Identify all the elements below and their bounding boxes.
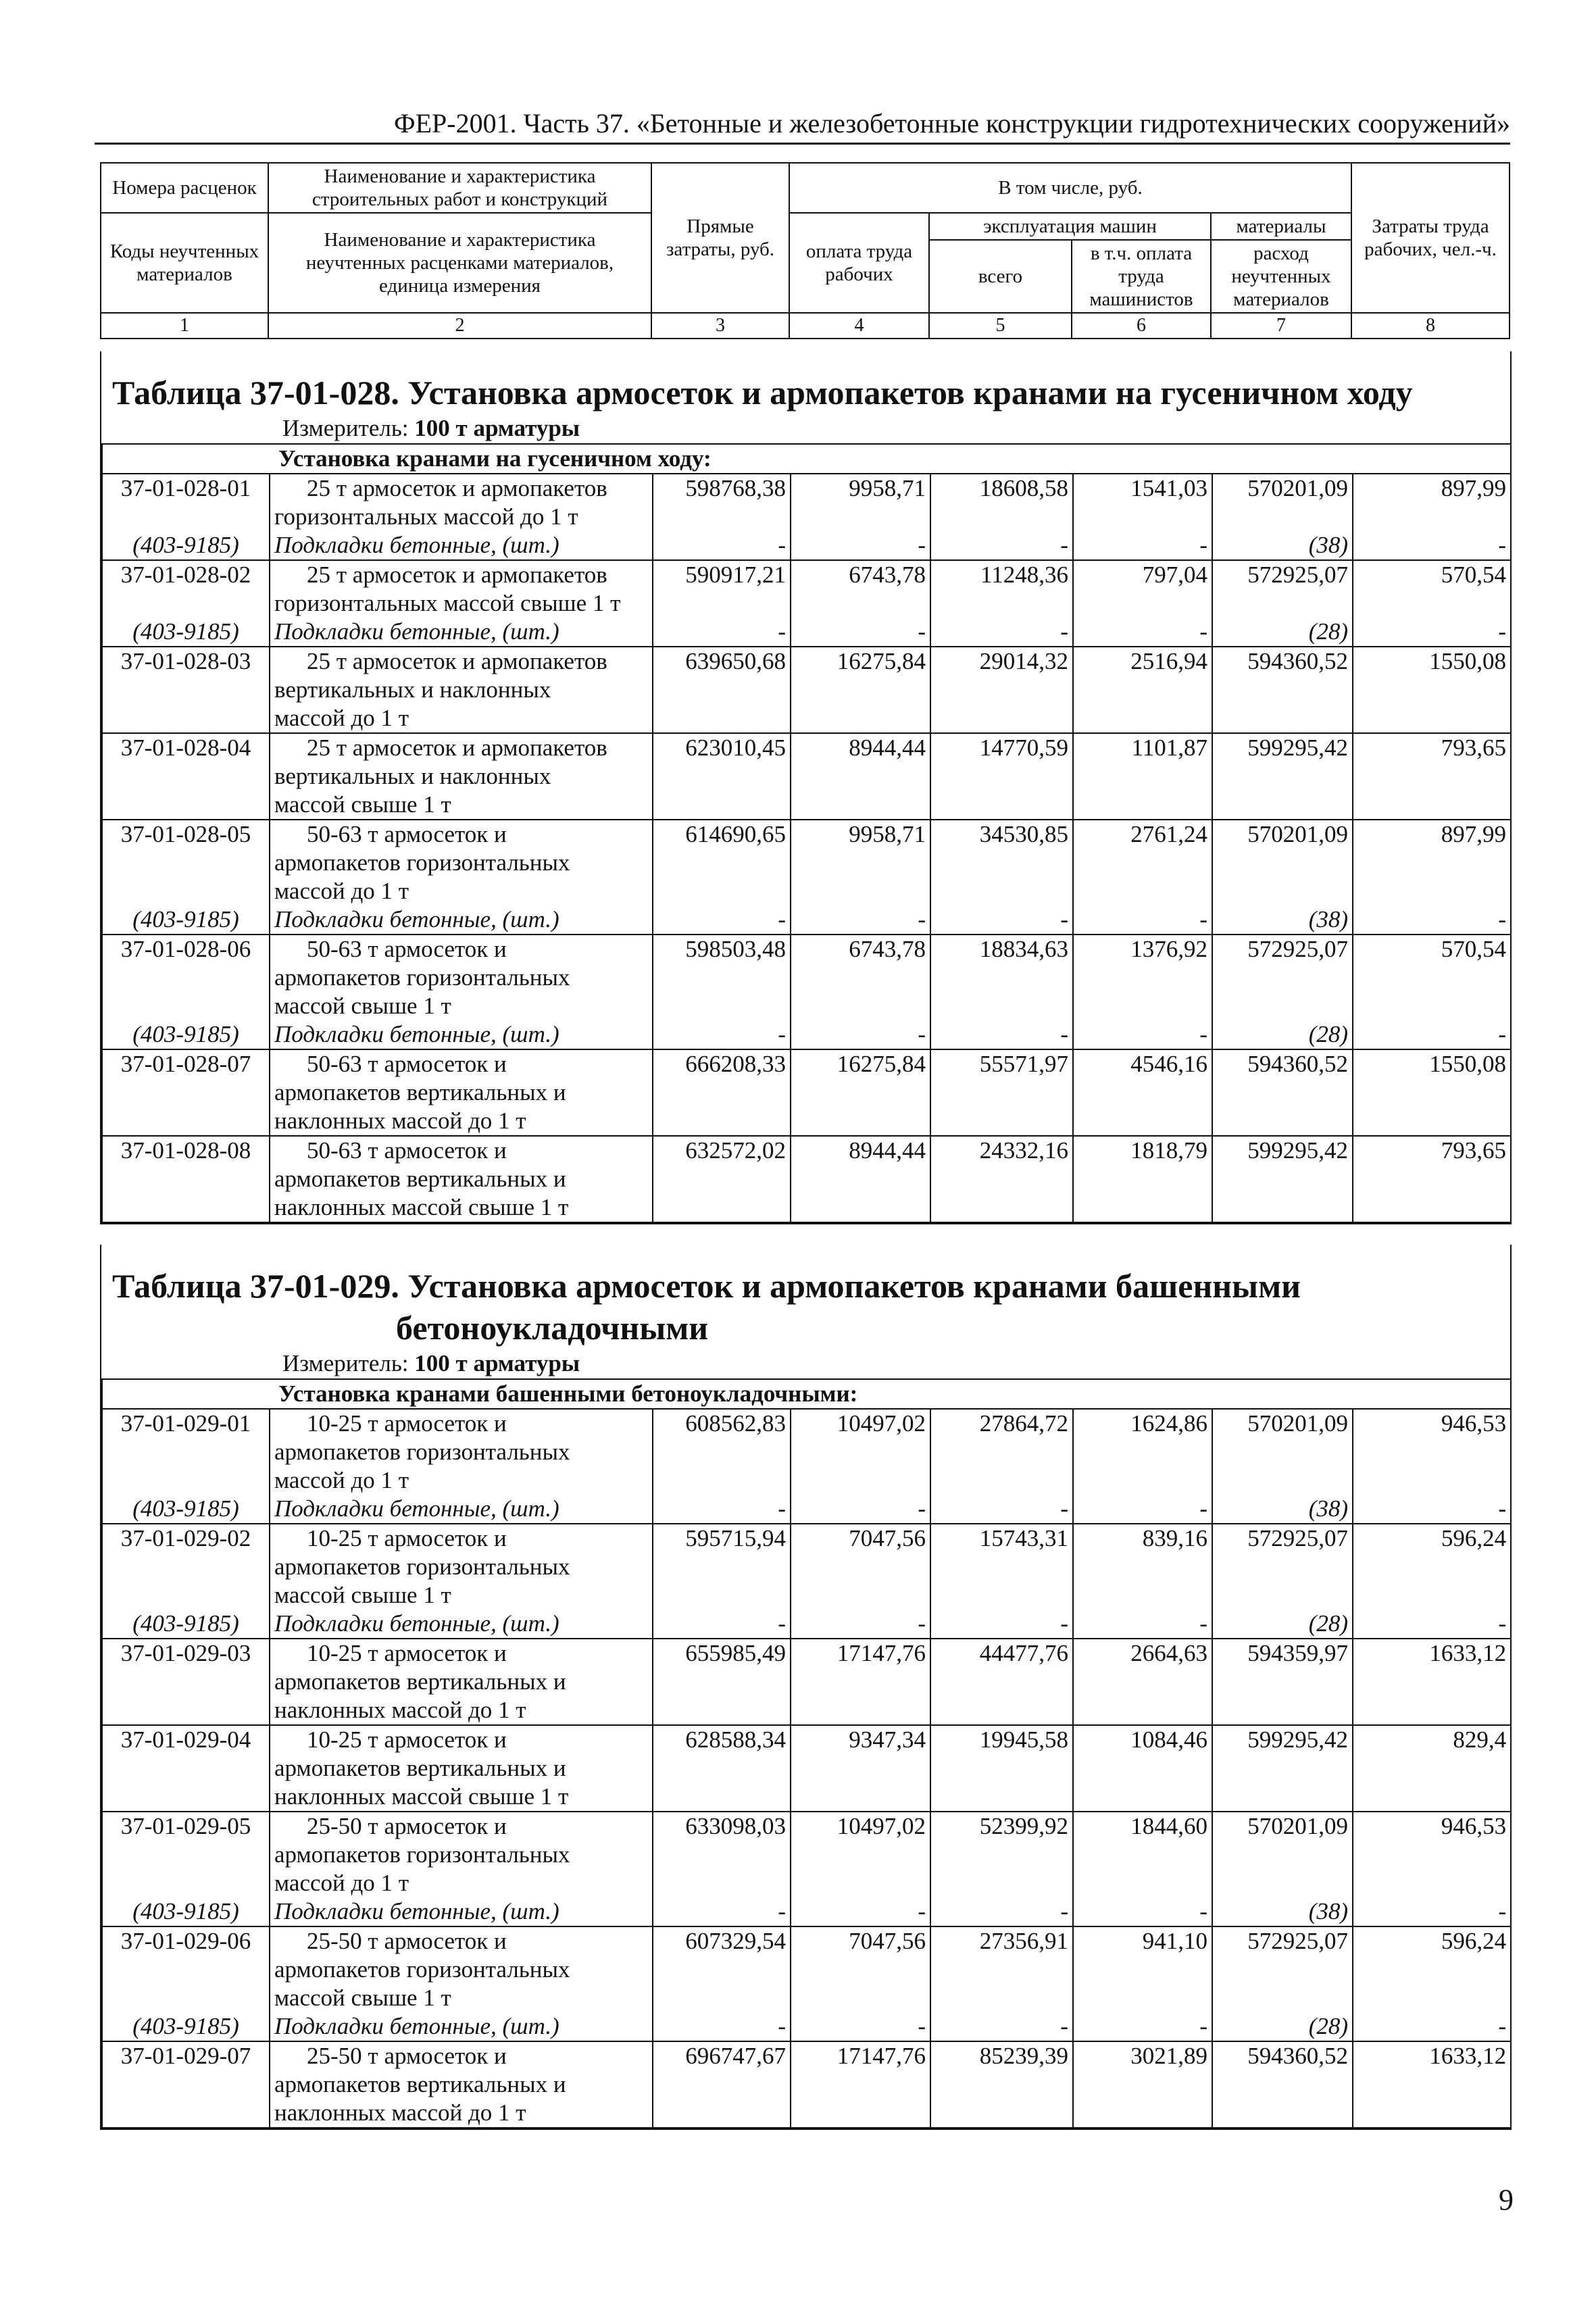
description-line: 10-25 т армосеток и [307, 1726, 507, 1753]
material-row [102, 1020, 1511, 1049]
value-c7: 594360,52 [1212, 2041, 1353, 2128]
meter-line [101, 414, 1510, 443]
description-line: массой свыше 1 т [274, 993, 451, 1019]
table-row [102, 1409, 1511, 1495]
material-quantity: (38) [1212, 531, 1353, 560]
description-line: массой свыше 1 т [274, 791, 451, 818]
dash-cell: - [1353, 1495, 1511, 1524]
value-c6: 839,16 [1073, 1524, 1212, 1610]
dash-cell: - [930, 1495, 1073, 1524]
description-line: массой до 1 т [274, 1870, 409, 1896]
dash-cell: - [1353, 1610, 1511, 1639]
material-description: Подкладки бетонные, (шт.) [270, 1020, 653, 1049]
description-line: 50-63 т армосеток и [307, 936, 507, 962]
value-c4: 16275,84 [791, 1049, 930, 1136]
col2-header-top: Наименование и характеристика строительных работ и конструкций [268, 163, 651, 213]
table-title [101, 1265, 1510, 1349]
rate-description [270, 1409, 653, 1495]
dash-cell: - [930, 2012, 1073, 2041]
col-number: 3 [651, 313, 789, 339]
meter-value: 100 т арматуры [414, 1350, 580, 1376]
dash-cell: - [1073, 531, 1212, 560]
value-c7: 570201,09 [1212, 1409, 1353, 1495]
value-c8: 570,54 [1353, 560, 1511, 618]
table-row [102, 1524, 1511, 1610]
table-row [102, 1049, 1511, 1136]
value-c6: 1101,87 [1073, 733, 1212, 820]
value-c5: 18834,63 [930, 935, 1073, 1020]
page-number: 9 [1499, 2183, 1514, 2216]
table-title-line1: Таблица 37-01-029. Установка армосеток и армопакетов кранами башенными [112, 1267, 1301, 1305]
material-code: (403-9185) [102, 1495, 270, 1524]
table-row [102, 1136, 1511, 1222]
rate-description [270, 935, 653, 1020]
value-c5: 15743,31 [930, 1524, 1073, 1610]
value-c7: 594359,97 [1212, 1639, 1353, 1725]
dash-cell: - [791, 531, 930, 560]
rates-table [101, 443, 1512, 1223]
description-line: 50-63 т армосеток и [307, 821, 507, 847]
value-c6: 3021,89 [1073, 2041, 1212, 2128]
description-line: армопакетов горизонтальных [274, 1956, 570, 1983]
material-description: Подкладки бетонные, (шт.) [270, 618, 653, 647]
value-c4: 7047,56 [791, 1524, 930, 1610]
dash-cell: - [653, 905, 791, 935]
value-c7: 570201,09 [1212, 474, 1353, 531]
value-c3: 598503,48 [653, 935, 791, 1020]
value-c3: 655985,49 [653, 1639, 791, 1725]
description-line: вертикальных и наклонных [274, 676, 551, 703]
description-line: горизонтальных массой до 1 т [274, 503, 578, 530]
value-c4: 10497,02 [791, 1409, 930, 1495]
dash-cell: - [791, 1610, 930, 1639]
group-heading: Установка кранами башенными бетоноукладочными: [102, 1379, 1511, 1409]
dash-cell: - [653, 2012, 791, 2041]
rate-code: 37-01-028-05 [102, 820, 270, 905]
value-c4: 6743,78 [791, 935, 930, 1020]
rate-description [270, 1639, 653, 1725]
dash-cell: - [930, 1897, 1073, 1926]
value-c6: 1844,60 [1073, 1812, 1212, 1897]
value-c8: 596,24 [1353, 1926, 1511, 2012]
value-c8: 793,65 [1353, 733, 1511, 820]
value-c5: 11248,36 [930, 560, 1073, 618]
dash-cell: - [791, 618, 930, 647]
col3-header: Прямые затраты, руб. [651, 163, 789, 313]
dash-cell: - [1073, 2012, 1212, 2041]
description-line: армопакетов горизонтальных [274, 1439, 570, 1465]
rate-code: 37-01-028-06 [102, 935, 270, 1020]
dash-cell: - [653, 1495, 791, 1524]
dash-cell: - [930, 618, 1073, 647]
rate-description [270, 647, 653, 733]
rate-description [270, 1926, 653, 2012]
description-line: наклонных массой свыше 1 т [274, 1783, 569, 1810]
dash-cell: - [1353, 2012, 1511, 2041]
description-line: наклонных массой до 1 т [274, 1107, 526, 1134]
description-line: армопакетов вертикальных и [274, 1668, 566, 1695]
value-c7: 572925,07 [1212, 935, 1353, 1020]
description-line: армопакетов вертикальных и [274, 2071, 566, 2097]
value-c5: 55571,97 [930, 1049, 1073, 1136]
material-code: (403-9185) [102, 1020, 270, 1049]
material-row [102, 2012, 1511, 2041]
value-c6: 1084,46 [1073, 1725, 1212, 1812]
dash-cell: - [1353, 1897, 1511, 1926]
value-c7: 599295,42 [1212, 1136, 1353, 1222]
value-c3: 623010,45 [653, 733, 791, 820]
value-c8: 1633,12 [1353, 1639, 1511, 1725]
material-row [102, 905, 1511, 935]
value-c8: 570,54 [1353, 935, 1511, 1020]
value-c8: 1550,08 [1353, 647, 1511, 733]
materials-header: материалы [1211, 213, 1351, 240]
value-c4: 6743,78 [791, 560, 930, 618]
value-c6: 1818,79 [1073, 1136, 1212, 1222]
value-c5: 34530,85 [930, 820, 1073, 905]
material-row [102, 1610, 1511, 1639]
value-c7: 572925,07 [1212, 1926, 1353, 2012]
value-c3: 614690,65 [653, 820, 791, 905]
description-line: 25-50 т армосеток и [307, 2043, 507, 2069]
value-c7: 594360,52 [1212, 1049, 1353, 1136]
value-c8: 946,53 [1353, 1812, 1511, 1897]
value-c5: 19945,58 [930, 1725, 1073, 1812]
value-c7: 570201,09 [1212, 820, 1353, 905]
table-row [102, 1639, 1511, 1725]
description-line: массой свыше 1 т [274, 1582, 451, 1608]
value-c6: 1376,92 [1073, 935, 1212, 1020]
col6-header: в т.ч. оплата труда машинистов [1072, 240, 1211, 313]
rate-code: 37-01-029-03 [102, 1639, 270, 1725]
material-quantity: (28) [1212, 1610, 1353, 1639]
group-heading: Установка кранами на гусеничном ходу: [102, 444, 1511, 474]
rate-code: 37-01-029-04 [102, 1725, 270, 1812]
dash-cell: - [930, 531, 1073, 560]
material-description: Подкладки бетонные, (шт.) [270, 1897, 653, 1926]
col-number: 6 [1072, 313, 1211, 339]
material-description: Подкладки бетонные, (шт.) [270, 2012, 653, 2041]
value-c3: 633098,03 [653, 1812, 791, 1897]
value-c5: 27864,72 [930, 1409, 1073, 1495]
description-line: 25-50 т армосеток и [307, 1928, 507, 1954]
value-c3: 666208,33 [653, 1049, 791, 1136]
rate-description [270, 1812, 653, 1897]
material-quantity: (38) [1212, 905, 1353, 935]
dash-cell: - [1353, 618, 1511, 647]
dash-cell: - [1353, 1020, 1511, 1049]
description-line: 10-25 т армосеток и [307, 1410, 507, 1437]
rate-code: 37-01-028-03 [102, 647, 270, 733]
description-line: 25 т армосеток и армопакетов [307, 475, 607, 501]
value-c8: 1550,08 [1353, 1049, 1511, 1136]
value-c8: 897,99 [1353, 820, 1511, 905]
value-c5: 18608,58 [930, 474, 1073, 531]
dash-cell: - [653, 1020, 791, 1049]
value-c3: 607329,54 [653, 1926, 791, 2012]
material-code: (403-9185) [102, 1610, 270, 1639]
dash-cell: - [653, 618, 791, 647]
material-code: (403-9185) [102, 2012, 270, 2041]
value-c8: 946,53 [1353, 1409, 1511, 1495]
value-c6: 797,04 [1073, 560, 1212, 618]
description-line: армопакетов горизонтальных [274, 1553, 570, 1580]
dash-cell: - [791, 1495, 930, 1524]
rate-code: 37-01-028-07 [102, 1049, 270, 1136]
rate-description [270, 1049, 653, 1136]
value-c5: 44477,76 [930, 1639, 1073, 1725]
dash-cell: - [1073, 905, 1212, 935]
description-line: армопакетов горизонтальных [274, 964, 570, 991]
rate-code: 37-01-029-02 [102, 1524, 270, 1610]
value-c4: 16275,84 [791, 647, 930, 733]
col-number: 2 [268, 313, 651, 339]
value-c3: 639650,68 [653, 647, 791, 733]
dash-cell: - [1073, 1610, 1212, 1639]
rate-code: 37-01-028-04 [102, 733, 270, 820]
value-c8: 897,99 [1353, 474, 1511, 531]
table-037-01-029 [100, 1245, 1512, 2130]
value-c6: 2664,63 [1073, 1639, 1212, 1725]
value-c4: 8944,44 [791, 1136, 930, 1222]
rate-description [270, 820, 653, 905]
material-quantity: (38) [1212, 1495, 1353, 1524]
material-quantity: (28) [1212, 2012, 1353, 2041]
dash-cell: - [791, 2012, 930, 2041]
col1-header-bottom: Коды неучтенных материалов [101, 213, 268, 313]
value-c8: 829,4 [1353, 1725, 1511, 1812]
dash-cell: - [930, 1020, 1073, 1049]
description-line: 50-63 т армосеток и [307, 1137, 507, 1164]
value-c7: 599295,42 [1212, 1725, 1353, 1812]
material-description: Подкладки бетонные, (шт.) [270, 1610, 653, 1639]
description-line: наклонных массой свыше 1 т [274, 1194, 569, 1220]
col2-header-bottom: Наименование и характеристика неучтенных расценками материалов, единица измерения [268, 213, 651, 313]
value-c3: 628588,34 [653, 1725, 791, 1812]
value-c8: 596,24 [1353, 1524, 1511, 1610]
description-line: армопакетов вертикальных и [274, 1166, 566, 1192]
description-line: 25 т армосеток и армопакетов [307, 735, 607, 761]
material-row [102, 618, 1511, 647]
rate-code: 37-01-028-01 [102, 474, 270, 531]
value-c6: 4546,16 [1073, 1049, 1212, 1136]
value-c5: 85239,39 [930, 2041, 1073, 2128]
meter-label: Измеритель: [282, 415, 409, 441]
col-number: 8 [1351, 313, 1510, 339]
rate-code: 37-01-029-01 [102, 1409, 270, 1495]
meter-line [101, 1349, 1510, 1378]
rate-code: 37-01-029-07 [102, 2041, 270, 2128]
value-c4: 8944,44 [791, 733, 930, 820]
value-c4: 9347,34 [791, 1725, 930, 1812]
value-c4: 17147,76 [791, 2041, 930, 2128]
rate-code: 37-01-029-05 [102, 1812, 270, 1897]
dash-cell: - [1353, 905, 1511, 935]
value-c8: 793,65 [1353, 1136, 1511, 1222]
rate-description [270, 2041, 653, 2128]
value-c6: 2516,94 [1073, 647, 1212, 733]
description-line: массой до 1 т [274, 878, 409, 904]
material-code: (403-9185) [102, 618, 270, 647]
table-row [102, 820, 1511, 905]
value-c5: 29014,32 [930, 647, 1073, 733]
value-c5: 52399,92 [930, 1812, 1073, 1897]
description-line: армопакетов вертикальных и [274, 1755, 566, 1781]
description-line: армопакетов вертикальных и [274, 1079, 566, 1105]
col-number: 4 [789, 313, 929, 339]
rates-table [101, 1378, 1512, 2129]
value-c3: 595715,94 [653, 1524, 791, 1610]
material-row [102, 1897, 1511, 1926]
col1-header-top: Номера расценок [101, 163, 268, 213]
dash-cell: - [930, 905, 1073, 935]
value-c7: 572925,07 [1212, 1524, 1353, 1610]
value-c5: 27356,91 [930, 1926, 1073, 2012]
material-code: (403-9185) [102, 905, 270, 935]
dash-cell: - [653, 1897, 791, 1926]
description-line: 25 т армосеток и армопакетов [307, 562, 607, 588]
dash-cell: - [791, 1020, 930, 1049]
value-c4: 17147,76 [791, 1639, 930, 1725]
meter-label: Измеритель: [282, 1350, 409, 1376]
description-line: 25 т армосеток и армопакетов [307, 648, 607, 674]
col-number: 5 [929, 313, 1072, 339]
value-c4: 7047,56 [791, 1926, 930, 2012]
table-row [102, 2041, 1511, 2128]
dash-cell: - [1073, 1495, 1212, 1524]
material-quantity: (38) [1212, 1897, 1353, 1926]
table-row [102, 1725, 1511, 1812]
value-c3: 632572,02 [653, 1136, 791, 1222]
material-code: (403-9185) [102, 531, 270, 560]
rate-code: 37-01-028-08 [102, 1136, 270, 1222]
value-c4: 9958,71 [791, 820, 930, 905]
table-row [102, 733, 1511, 820]
description-line: 25-50 т армосеток и [307, 1813, 507, 1839]
description-line: массой до 1 т [274, 1467, 409, 1493]
table-row [102, 560, 1511, 618]
description-line: массой до 1 т [274, 705, 409, 731]
rate-code: 37-01-028-02 [102, 560, 270, 618]
col4-header: оплата труда рабочих [789, 213, 929, 313]
col8-header: Затраты труда рабочих, чел.-ч. [1351, 163, 1510, 313]
value-c7: 599295,42 [1212, 733, 1353, 820]
material-quantity: (28) [1212, 1020, 1353, 1049]
material-code: (403-9185) [102, 1897, 270, 1926]
value-c6: 941,10 [1073, 1926, 1212, 2012]
value-c3: 590917,21 [653, 560, 791, 618]
description-line: армопакетов горизонтальных [274, 849, 570, 876]
material-row [102, 1495, 1511, 1524]
description-line: горизонтальных массой свыше 1 т [274, 590, 621, 616]
value-c7: 570201,09 [1212, 1812, 1353, 1897]
material-description: Подкладки бетонные, (шт.) [270, 905, 653, 935]
dash-cell: - [1073, 1897, 1212, 1926]
value-c3: 696747,67 [653, 2041, 791, 2128]
rate-description [270, 733, 653, 820]
value-c4: 10497,02 [791, 1812, 930, 1897]
table-title-line2: бетоноукладочными [396, 1309, 709, 1347]
description-line: армопакетов горизонтальных [274, 1841, 570, 1868]
col5-header: всего [929, 240, 1072, 313]
value-c7: 594360,52 [1212, 647, 1353, 733]
material-description: Подкладки бетонные, (шт.) [270, 1495, 653, 1524]
value-c5: 24332,16 [930, 1136, 1073, 1222]
col7-header: расход неучтенных материалов [1211, 240, 1351, 313]
machines-header: эксплуатация машин [929, 213, 1211, 240]
value-c3: 598768,38 [653, 474, 791, 531]
column-header-table [100, 162, 1510, 339]
table-row [102, 935, 1511, 1020]
value-c4: 9958,71 [791, 474, 930, 531]
rate-description [270, 560, 653, 618]
value-c7: 572925,07 [1212, 560, 1353, 618]
material-description: Подкладки бетонные, (шт.) [270, 531, 653, 560]
table-row [102, 647, 1511, 733]
value-c6: 1624,86 [1073, 1409, 1212, 1495]
dash-cell: - [791, 1897, 930, 1926]
table-037-01-028 [100, 351, 1512, 1224]
rate-description [270, 474, 653, 531]
incl-header: В том числе, руб. [789, 163, 1351, 213]
value-c3: 608562,83 [653, 1409, 791, 1495]
col-number: 1 [101, 313, 268, 339]
meter-value: 100 т арматуры [414, 415, 580, 441]
table-row [102, 1926, 1511, 2012]
dash-cell: - [791, 905, 930, 935]
description-line: наклонных массой до 1 т [274, 1697, 526, 1723]
value-c6: 1541,03 [1073, 474, 1212, 531]
description-line: вертикальных и наклонных [274, 763, 551, 789]
value-c5: 14770,59 [930, 733, 1073, 820]
dash-cell: - [653, 531, 791, 560]
rate-description [270, 1136, 653, 1222]
value-c8: 1633,12 [1353, 2041, 1511, 2128]
rate-code: 37-01-029-06 [102, 1926, 270, 2012]
description-line: наклонных массой до 1 т [274, 2099, 526, 2126]
description-line: 50-63 т армосеток и [307, 1051, 507, 1077]
table-title: Таблица 37-01-028. Установка армосеток и армопакетов кранами на гусеничном ходу [112, 374, 1413, 412]
running-header: ФЕР-2001. Часть 37. «Бетонные и железобетонные конструкции гидротехнических сооружений» [95, 105, 1510, 145]
material-quantity: (28) [1212, 618, 1353, 647]
table-row [102, 1812, 1511, 1897]
dash-cell: - [930, 1610, 1073, 1639]
col-number: 7 [1211, 313, 1351, 339]
table-row [102, 474, 1511, 531]
value-c6: 2761,24 [1073, 820, 1212, 905]
description-line: массой свыше 1 т [274, 1985, 451, 2011]
dash-cell: - [653, 1610, 791, 1639]
material-row [102, 531, 1511, 560]
description-line: 10-25 т армосеток и [307, 1640, 507, 1666]
dash-cell: - [1353, 531, 1511, 560]
rate-description [270, 1725, 653, 1812]
dash-cell: - [1073, 618, 1212, 647]
rate-description [270, 1524, 653, 1610]
dash-cell: - [1073, 1020, 1212, 1049]
description-line: 10-25 т армосеток и [307, 1525, 507, 1551]
